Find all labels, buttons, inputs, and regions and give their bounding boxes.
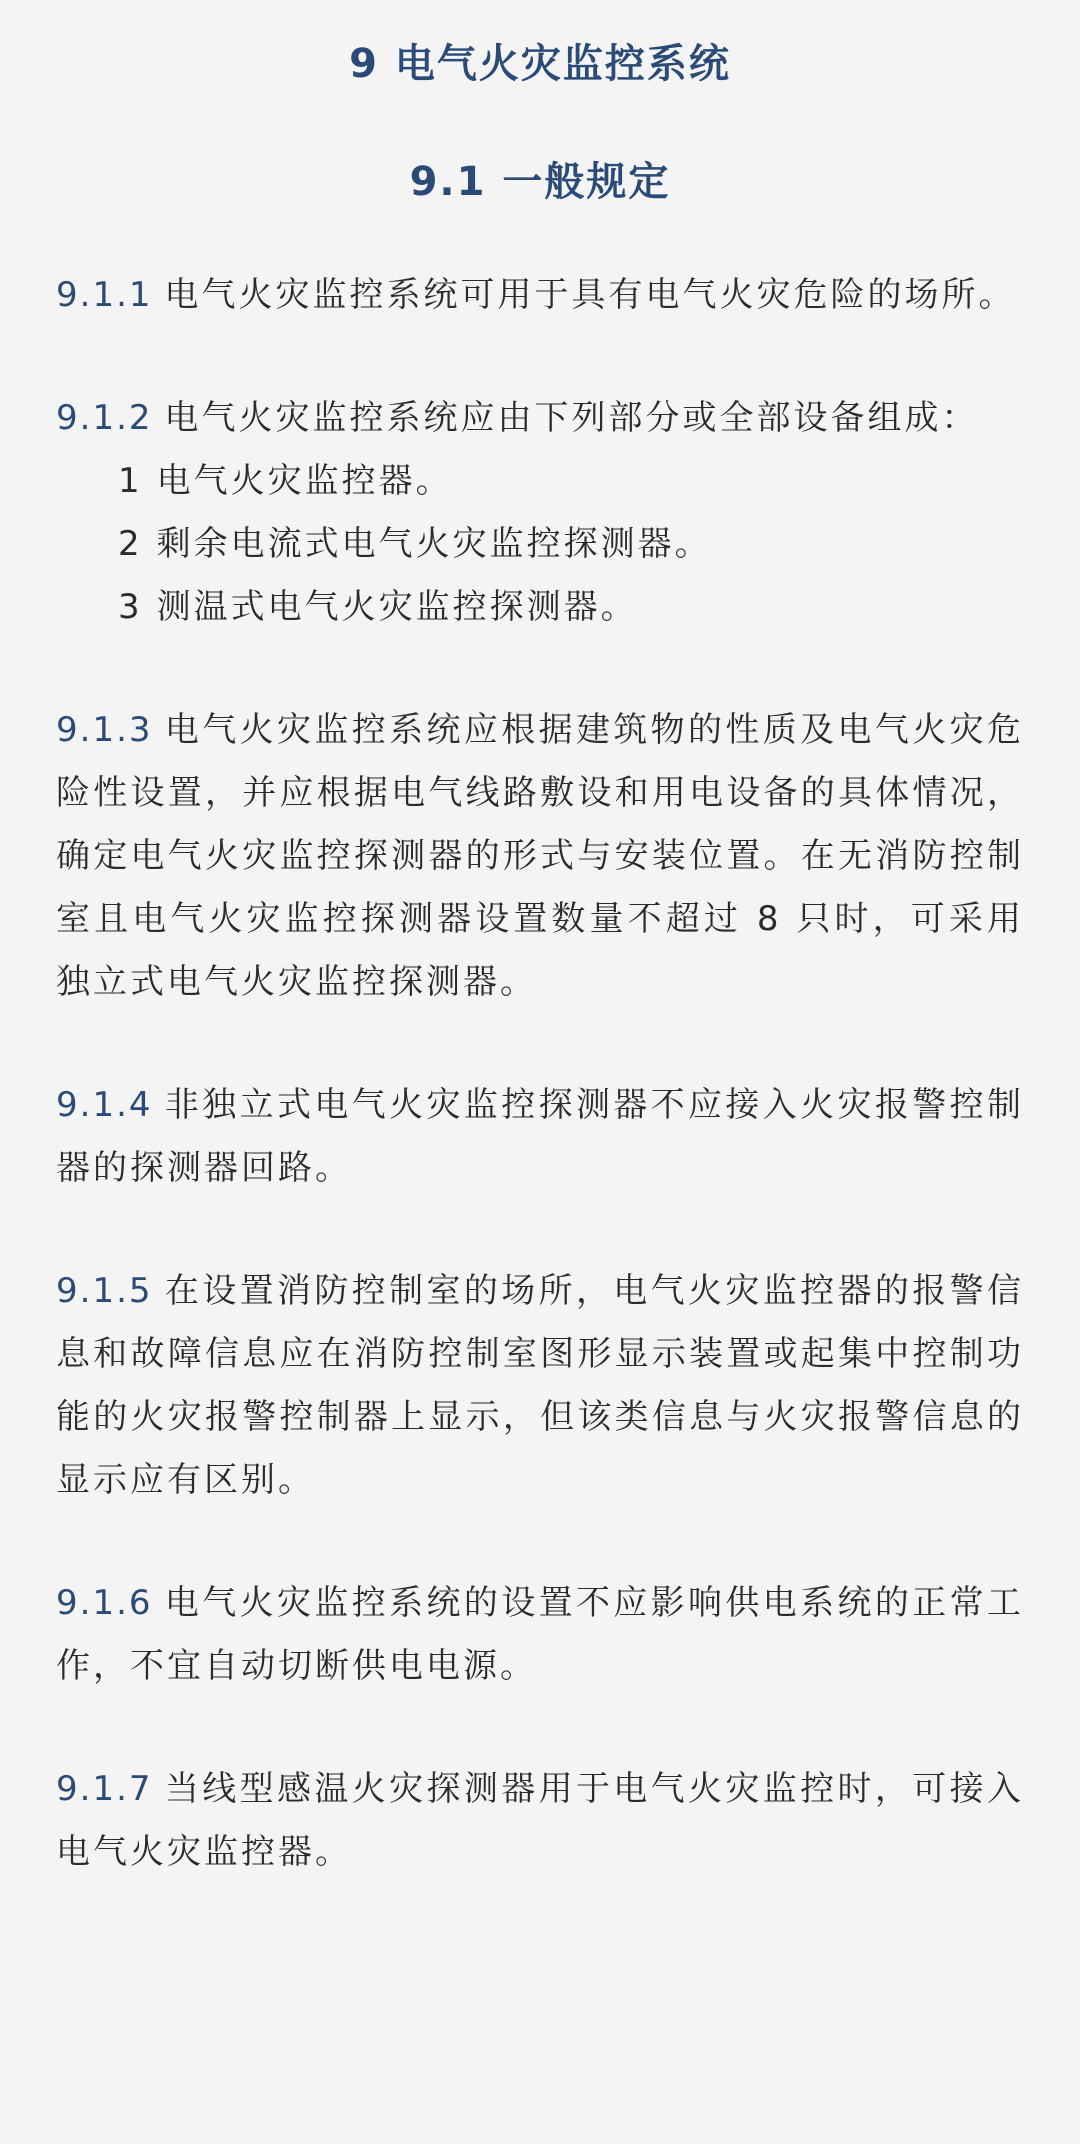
clause-number: 9.1.7 bbox=[56, 1769, 153, 1809]
clause-item-list bbox=[56, 450, 1024, 639]
list-item bbox=[118, 576, 1024, 639]
list-item bbox=[118, 513, 1024, 576]
clause-text: 在设置消防控制室的场所，电气火灾监控器的报警信息和故障信息应在消防控制室图形显示装置或起集中控制功能的火灾报警控制器上显示，但该类信息与火灾报警信息的显示应有区别。 bbox=[56, 1271, 1024, 1500]
chapter-title: 9 电气火灾监控系统 bbox=[349, 41, 731, 87]
document-page bbox=[0, 36, 1080, 2144]
clause-text: 电气火灾监控系统应根据建筑物的性质及电气火灾危险性设置，并应根据电气线路敷设和用电设备的具体情况，确定电气火灾监控探测器的形式与安装位置。在无消防控制室且电气火灾监控探测器设置数量不超过 8 只时，可采用独立式电气火灾监控探测器。 bbox=[56, 710, 1024, 1002]
clause-text: 电气火灾监控系统的设置不应影响供电系统的正常工作，不宜自动切断供电电源。 bbox=[56, 1583, 1024, 1686]
item-number: 3 bbox=[118, 587, 143, 627]
clause-number: 9.1.4 bbox=[56, 1085, 153, 1125]
section-title: 9.1 一般规定 bbox=[409, 159, 671, 205]
clause-9-1-6 bbox=[56, 1572, 1024, 1698]
clause-9-1-7 bbox=[56, 1758, 1024, 1884]
item-number: 2 bbox=[118, 524, 143, 564]
clause-number: 9.1.5 bbox=[56, 1271, 153, 1311]
item-text: 剩余电流式电气火灾监控探测器。 bbox=[156, 524, 712, 564]
item-text: 测温式电气火灾监控探测器。 bbox=[156, 587, 638, 627]
clause-9-1-3 bbox=[56, 699, 1024, 1014]
clause-text: 当线型感温火灾探测器用于电气火灾监控时，可接入电气火灾监控器。 bbox=[56, 1769, 1024, 1872]
item-text: 电气火灾监控器。 bbox=[156, 461, 453, 501]
clause-9-1-4 bbox=[56, 1074, 1024, 1200]
item-number: 1 bbox=[118, 461, 143, 501]
clause-number: 9.1.6 bbox=[56, 1583, 153, 1623]
clause-number: 9.1.2 bbox=[56, 398, 153, 438]
clause-9-1-2 bbox=[56, 387, 1024, 639]
clause-number: 9.1.1 bbox=[56, 275, 153, 315]
list-item bbox=[118, 450, 1024, 513]
clause-9-1-5 bbox=[56, 1260, 1024, 1512]
clause-text: 非独立式电气火灾监控探测器不应接入火灾报警控制器的探测器回路。 bbox=[56, 1085, 1024, 1188]
clause-text: 电气火灾监控系统可用于具有电气火灾危险的场所。 bbox=[164, 275, 1016, 315]
clause-text: 电气火灾监控系统应由下列部分或全部设备组成： bbox=[164, 398, 979, 438]
clause-body bbox=[56, 387, 1024, 450]
clause-list bbox=[56, 264, 1024, 1884]
clause-number: 9.1.3 bbox=[56, 710, 153, 750]
clause-9-1-1 bbox=[56, 264, 1024, 327]
